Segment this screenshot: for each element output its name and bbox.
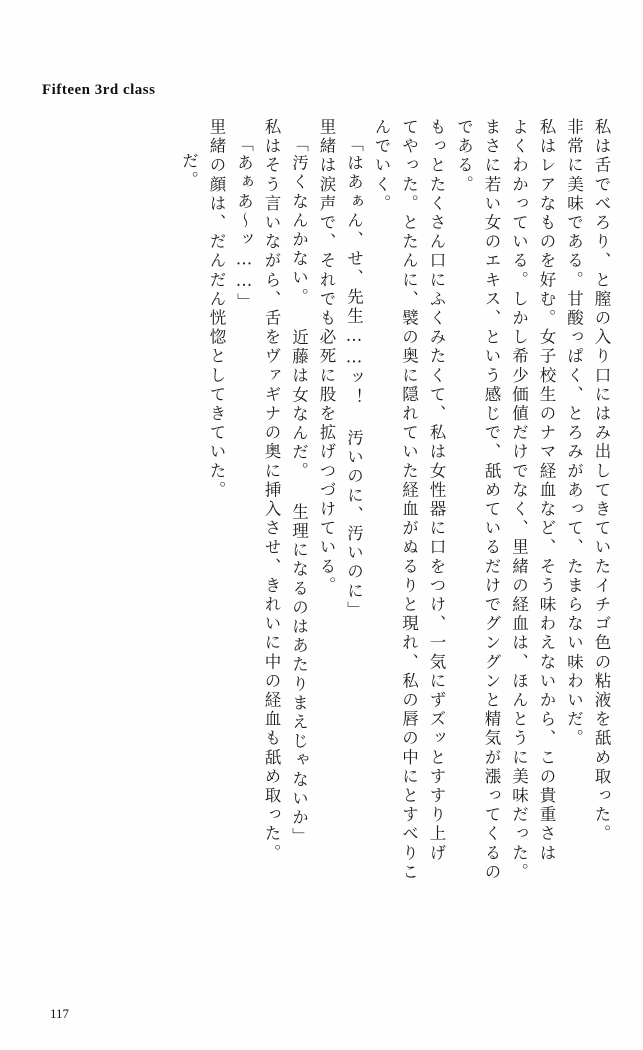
text-line: 私は舌でべろり、と膣の入り口にはみ出してきていたイチゴ色の粘液を舐め取った。 [592, 118, 611, 844]
text-line: 「汚くなんかない。 近藤は女なんだ。 生理になるのはあたりまえじゃないか」 [289, 135, 309, 847]
text-line: てやった。とたんに、襞の奥に隠れていた経血がぬるりと現れ、私の唇の中にとすべりこ [399, 118, 419, 882]
text-line: 「あぁあ〜ッ……」 [234, 135, 254, 312]
text-line: 里緒は涙声で、それでも必死に股を拡げつづけている。 [317, 118, 336, 596]
page-header: Fifteen 3rd class [42, 82, 156, 98]
text-line: んでいく。 [372, 118, 391, 214]
text-line: 非常に美味である。甘酸っぱく、とろみがあって、たまらない味わいだ。 [564, 118, 584, 749]
text-line: だ。 [179, 152, 199, 191]
vertical-text-body [36, 118, 609, 988]
text-line: まさに若い女のエキス、という感じで、舐めているだけでグングンと精気が漲ってくるの [482, 118, 501, 882]
text-line: 「はあぁん、せ、先生……ッ！ 汚いのに、汚いのに」 [344, 135, 364, 620]
text-line: である。 [454, 118, 474, 195]
text-line: よくわかっている。しかし希少価値だけでなく、里緒の経血は、ほんとうに美味だった。 [509, 118, 529, 882]
page-number: 117 [50, 1006, 70, 1021]
text-line: 私はそう言いながら、舌をヴァギナの奥に挿入させ、きれいに中の経血も舐め取った。 [262, 118, 281, 863]
text-line: もっとたくさん口にふくみたくて、私は女性器に口をつけ、一気にずズッとすすり上げ [427, 118, 446, 863]
text-line: 私はレアなものを好む。女子校生のナマ経血など、そう味わえないから、この貴重さは [537, 118, 556, 863]
text-line: 里緒の顔は、だんだん恍惚としてきていた。 [207, 118, 226, 500]
